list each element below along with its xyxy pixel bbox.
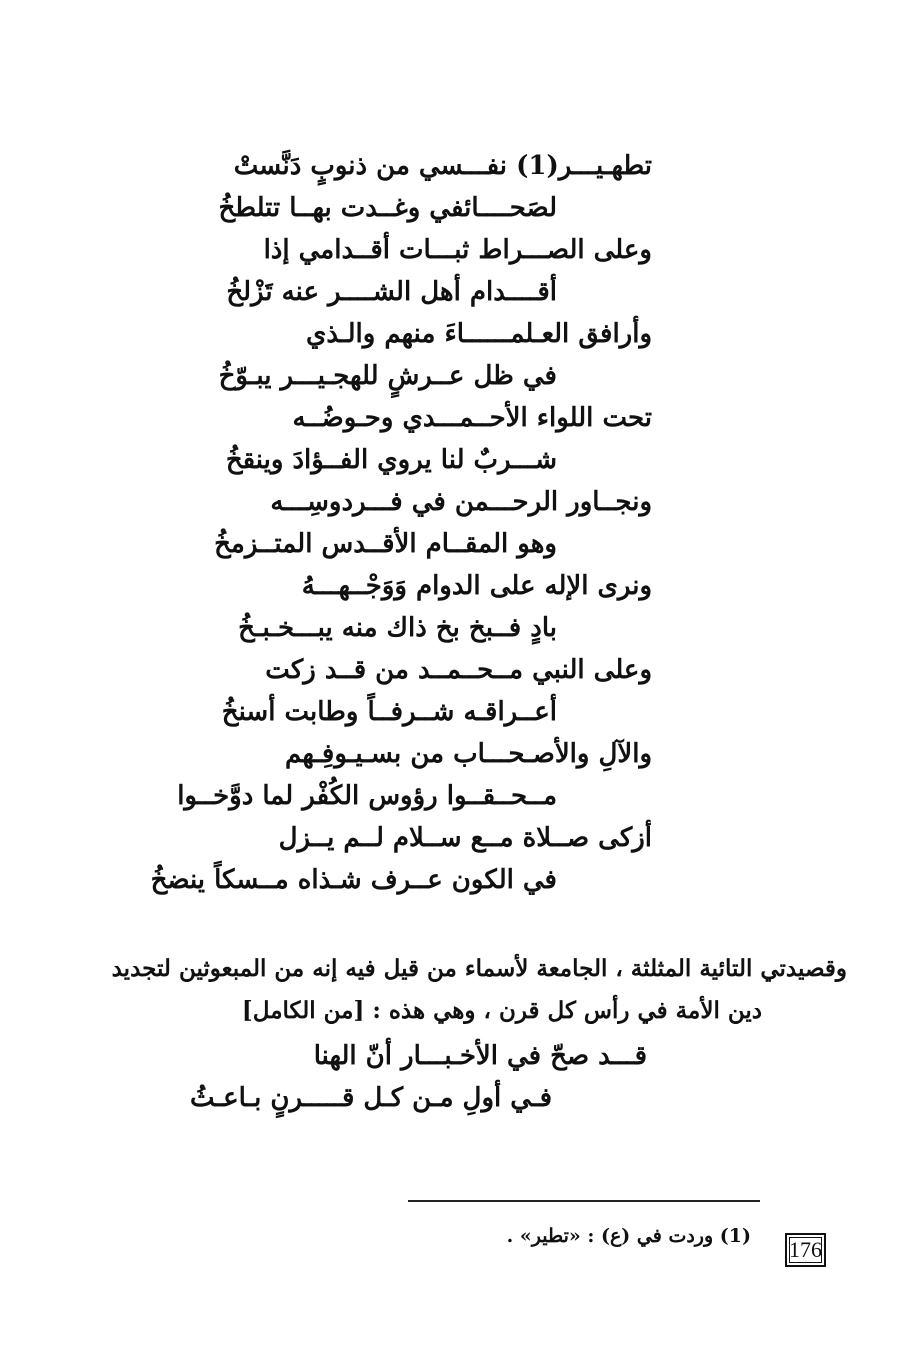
verse-line: مــحــقــوا رؤوس الكُفْر لما دوَّخــوا bbox=[177, 781, 557, 811]
prose-line: دين الأمة في رأس كل قرن ، وهي هذه : [من الكامل] bbox=[241, 997, 762, 1024]
verse-line: وأرافق العـلمــــــاءَ منهم والـذي bbox=[306, 319, 652, 349]
verse-line: تحت اللواء الأحــمـــدي وحـوضُــه bbox=[292, 403, 652, 433]
prose-line: وقصيدتي التائية المثلثة ، الجامعة لأسماء من قيل فيه إنه من المبعوثين لتجديد bbox=[111, 955, 847, 982]
verse-line: أزكى صــلاة مــع ســلام لــم يــزل bbox=[278, 823, 652, 853]
verse-line: فـي أولِ مـن كـل قـــــرنٍ بـاعـثُ bbox=[189, 1083, 552, 1113]
verse-line: قـــد صحّ في الأخـبـــار أنّ الهنا bbox=[313, 1041, 647, 1071]
verse-line: والآلِ والأصـحـــاب من بسـيـوفِـهم bbox=[285, 739, 652, 769]
verse-line: في ظل عــرشٍ للهجـيـــر يبـوّخُ bbox=[218, 361, 557, 391]
verse-line: أقــــدام أهل الشــــر عنه تَزْلخُ bbox=[226, 277, 557, 307]
verse-line: بادٍ فــبخ بخ ذاك منه يبـــخـبـخُ bbox=[238, 613, 557, 643]
verse-line: وهو المقــام الأقــدس المتــزمخُ bbox=[214, 529, 557, 559]
verse-line: شـــربٌ لنا يروي الفــؤادَ وينقخُ bbox=[225, 445, 557, 475]
verse-line: أعــراقـه شــرفــاً وطابت أسنخُ bbox=[221, 697, 557, 727]
verse-line: وعلى الصـــراط ثبـــات أقــدامي إذا bbox=[263, 235, 652, 265]
verse-line: وعلى النبي مــحــمــد من قــد زكت bbox=[265, 655, 652, 685]
footnote-divider bbox=[408, 1200, 760, 1202]
verse-line: في الكون عــرف شـذاه مــسكاً ينضخُ bbox=[150, 865, 557, 895]
verse-line: ونرى الإله على الدوام وَوَجْــهـــهُ bbox=[301, 571, 652, 601]
verse-line: لصَحــــائفي وغــدت بهــا تتلطخُ bbox=[218, 193, 557, 223]
footnote: (1) وردت في (ع) : «تطير» . bbox=[506, 1225, 751, 1247]
verse-line: ونجــاور الرحـــمن في فـــردوسِـــه bbox=[270, 487, 652, 517]
page-number: 176 bbox=[785, 1233, 826, 1267]
verse-line: تطهـيـــر(1) نفـــسي من ذنوبٍ دَنَّستْ bbox=[233, 151, 652, 181]
